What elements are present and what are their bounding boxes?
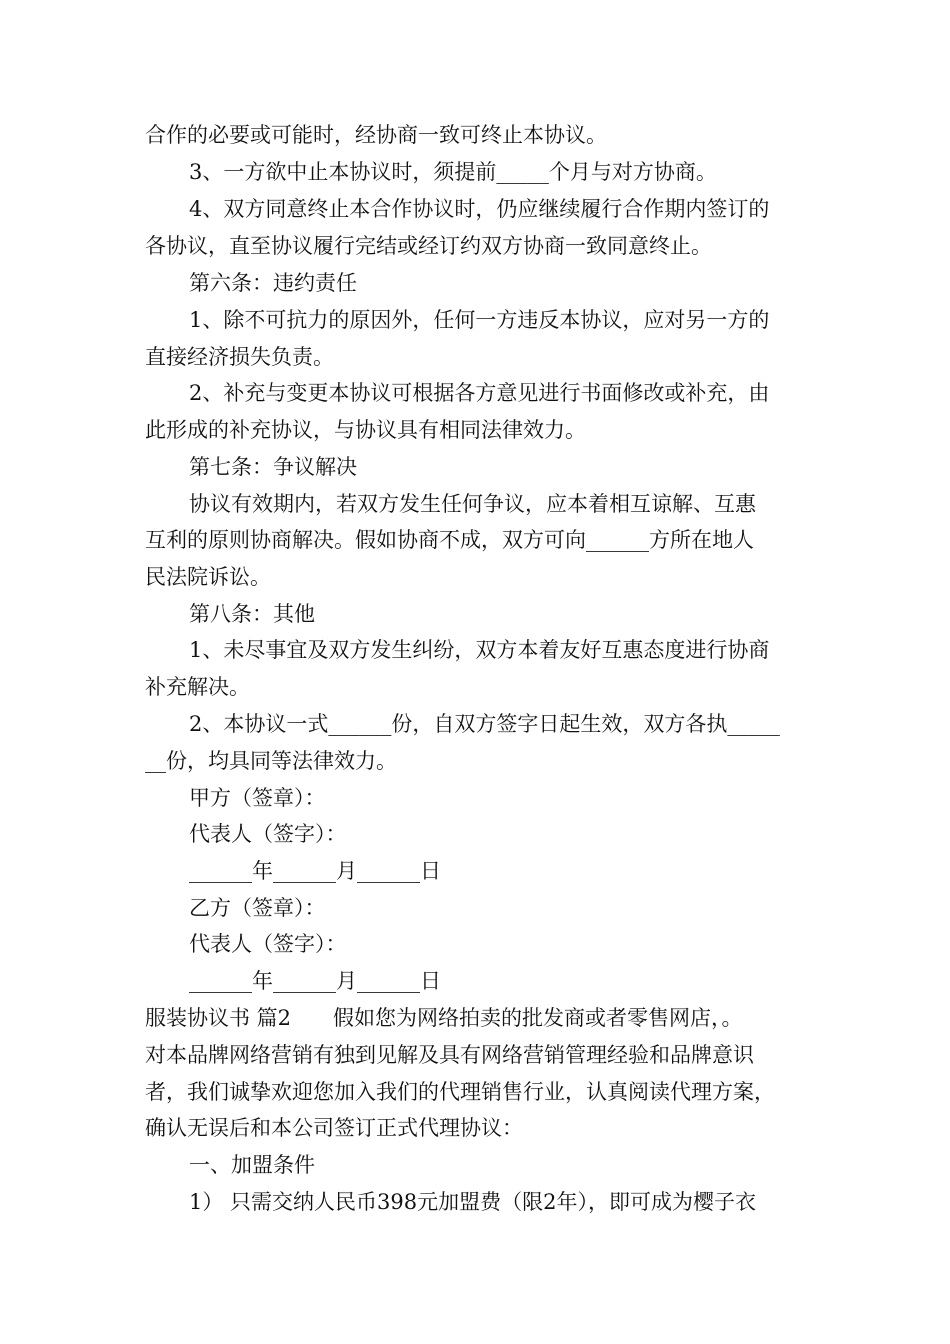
signature-date-a: ______年______月______日 — [189, 859, 441, 883]
paragraph-line: 直接经济损失负责。 — [145, 345, 334, 369]
paragraph-line: 确认无误后和本公司签订正式代理协议： — [145, 1116, 523, 1140]
signature-representative-b: 代表人（签字）： — [189, 932, 347, 956]
paragraph-line: 此形成的补充协议，与协议具有相同法律效力。 — [145, 418, 586, 442]
signature-party-a: 甲方（签章）： — [189, 786, 326, 810]
section-heading: 第六条：违约责任 — [189, 271, 357, 295]
signature-representative-a: 代表人（签字）： — [189, 822, 347, 846]
section-heading: 一、加盟条件 — [189, 1153, 315, 1177]
paragraph-line: 1、未尽事宜及双方发生纠纷，双方本着友好互惠态度进行协商 — [189, 638, 770, 662]
paragraph-line: 对本品牌网络营销有独到见解及具有网络营销管理经验和品牌意识 — [145, 1043, 754, 1067]
signature-party-b: 乙方（签章）： — [189, 896, 326, 920]
paragraph-line: 互利的原则协商解决。假如协商不成，双方可向______方所在地人 — [145, 528, 754, 552]
paragraph-line: 2、本协议一式______份，自双方签字日起生效，双方各执_____ — [189, 712, 780, 736]
paragraph-line: 4、双方同意终止本合作协议时，仍应继续履行合作期内签订的 — [189, 197, 770, 221]
section-heading: 第八条：其他 — [189, 602, 315, 626]
paragraph-line: 合作的必要或可能时，经协商一致可终止本协议。 — [145, 123, 607, 147]
paragraph-line: 协议有效期内，若双方发生任何争议，应本着相互谅解、互惠 — [189, 492, 756, 516]
paragraph-line: 1） 只需交纳人民币398元加盟费（限2年），即可成为樱子衣 — [189, 1190, 756, 1214]
paragraph-line: __份，均具同等法律效力。 — [145, 749, 397, 773]
paragraph-line: 各协议，直至协议履行完结或经订约双方协商一致同意终止。 — [145, 234, 712, 258]
paragraph-line: 3、一方欲中止本协议时，须提前_____个月与对方协商。 — [189, 160, 717, 184]
signature-date-b: ______年______月______日 — [189, 969, 441, 993]
paragraph-line: 1、除不可抗力的原因外，任何一方违反本协议，应对另一方的 — [189, 308, 770, 332]
paragraph-line: 2、补充与变更本协议可根据各方意见进行书面修改或补充，由 — [189, 381, 770, 405]
section-heading: 第七条：争议解决 — [189, 455, 357, 479]
paragraph-line: 补充解决。 — [145, 675, 250, 699]
paragraph-line: 者，我们诚挚欢迎您加入我们的代理销售行业，认真阅读代理方案， — [145, 1080, 775, 1104]
document-heading-line: 服装协议书 篇2 假如您为网络拍卖的批发商或者零售网店，。 — [145, 1006, 743, 1030]
paragraph-line: 民法院诉讼。 — [145, 565, 271, 589]
